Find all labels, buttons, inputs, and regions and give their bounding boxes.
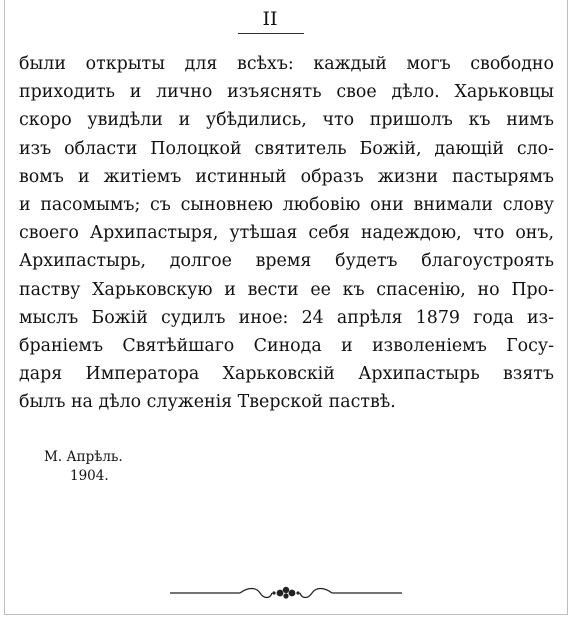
text-line: были открыты для всѣхъ: каждый могъ свободно xyxy=(19,54,554,74)
text-line: бранiемъ Святѣйшаго Синода и изволенiемъ Госу- xyxy=(19,335,554,356)
header-rule xyxy=(238,33,304,34)
page-number: II xyxy=(262,8,278,30)
text-line: вомъ и житіемъ истинный образъ жизни пастырямъ xyxy=(19,166,554,187)
text-line: Архипастырь, долгое время будетъ благоустроять xyxy=(19,251,554,272)
signature-place: М. Апрѣль. xyxy=(44,449,123,465)
page-frame-left xyxy=(4,0,5,614)
text-line: мыслъ Божій судилъ иное: 24 апрѣля 1879 года из- xyxy=(19,307,554,328)
text-line: и пасомымъ; съ сыновнею любовію они внимали слову xyxy=(19,194,554,215)
text-line: приходить и лично изъяснять свое дѣло. Харьковцы xyxy=(19,82,554,103)
body-paragraph xyxy=(19,50,554,416)
text-line: даря Императора Харьковскій Архипастырь взятъ xyxy=(19,364,554,385)
text-line-last: былъ на дѣло служенія Тверской паствѣ. xyxy=(19,392,396,413)
page-frame-bottom xyxy=(4,614,568,615)
text-line: своего Архипастыря, утѣшая себя надеждою, что онъ, xyxy=(19,223,554,244)
scroll-ornament-icon xyxy=(170,585,402,601)
page-frame-right xyxy=(567,0,568,614)
text-line: паству Харьковскую и вести ее къ спасенію, но Про- xyxy=(19,279,554,300)
text-line: изъ области Полоцкой святитель Божій, дающій сло- xyxy=(19,138,554,159)
signature-year: 1904. xyxy=(70,468,109,484)
text-line: скоро увидѣли и убѣдились, что пришолъ къ нимъ xyxy=(19,110,554,131)
